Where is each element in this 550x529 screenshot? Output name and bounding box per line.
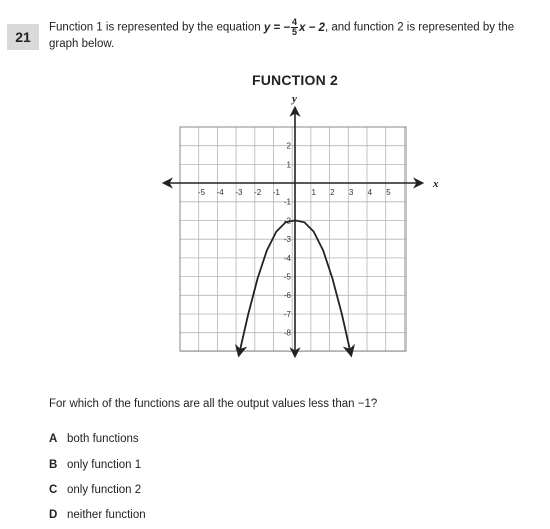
x-tick-label: -5 [197,188,206,197]
choice-c[interactable] [49,484,141,496]
fraction-numerator: 4 [292,17,298,27]
y-tick-label: -4 [283,253,291,263]
equation-lhs: y = − [263,21,291,34]
x-tick-label: -4 [216,188,224,197]
x-tick-label: 2 [330,188,335,197]
stem-text-after: , and function 2 is represented by the graph below. [49,21,515,50]
choice-a[interactable] [49,433,139,445]
x-tick-label: 3 [348,188,354,197]
x-tick-label: 4 [367,188,373,197]
x-axis-label: x [433,178,439,190]
y-axis-label: y [292,93,297,105]
y-tick-label: -3 [283,235,291,245]
choice-d-text: neither function [67,509,146,521]
y-tick-label: 2 [286,141,291,151]
x-tick-label: 1 [311,188,316,197]
choice-b[interactable] [49,459,141,471]
choice-a-letter: A [49,433,58,445]
choice-d[interactable] [49,509,146,521]
y-tick-label: 1 [286,160,291,170]
choice-a-text: both functions [67,433,139,445]
x-tick-label: -1 [272,188,280,197]
choice-b-letter: B [49,459,58,471]
equation-rhs: x − 2 [299,21,325,34]
y-tick-label: -6 [283,291,291,301]
fraction-denominator: 5 [292,27,298,37]
y-tick-label: -8 [283,328,291,338]
graph-title: FUNCTION 2 [252,72,338,88]
stem-text-before: Function 1 is represented by the equation [49,21,264,34]
choice-b-text: only function 1 [67,459,142,471]
y-tick-label: -2 [283,216,291,226]
question-prompt: For which of the functions are all the output values less than −1? [49,398,378,410]
choice-d-letter: D [49,509,58,521]
x-tick-label: 5 [386,188,391,197]
x-tick-label: -2 [254,188,262,197]
choice-c-text: only function 2 [67,484,142,496]
x-tick-label: -3 [235,188,243,197]
choice-c-letter: C [49,484,58,496]
y-tick-label: -5 [283,272,291,282]
y-tick-label: -7 [283,309,291,319]
question-number: 21 [7,24,39,50]
y-tick-label: -1 [283,197,291,207]
